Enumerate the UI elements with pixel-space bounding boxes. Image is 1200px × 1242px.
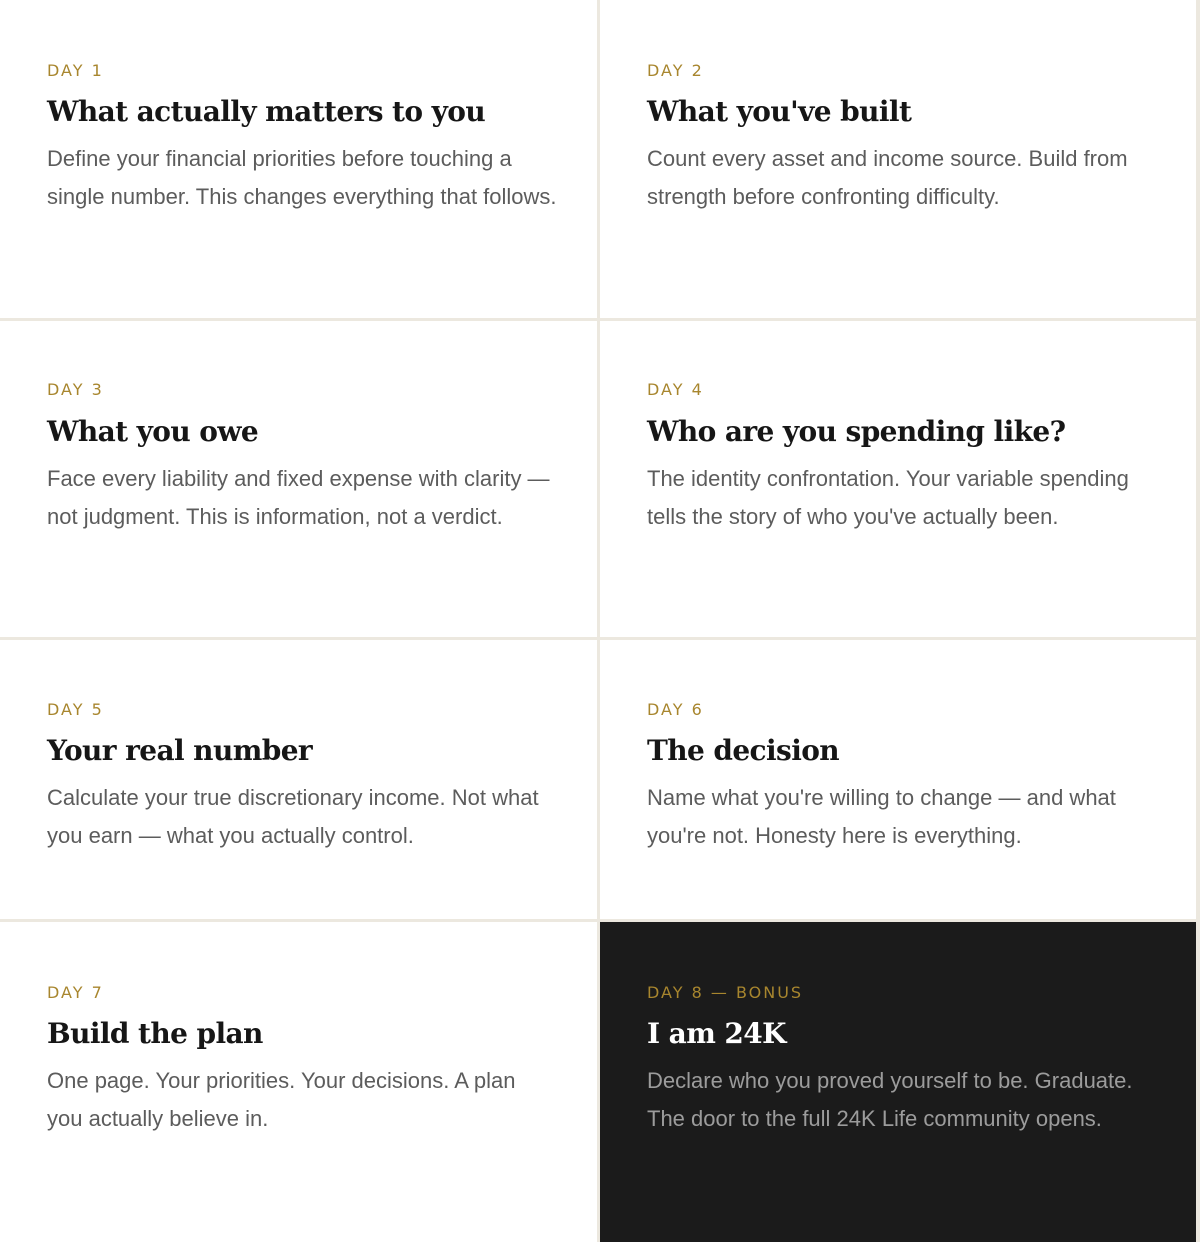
day-label: DAY 6 — [647, 700, 704, 719]
card-description: One page. Your priorities. Your decisions. A plan you actually believe in. — [47, 1068, 516, 1131]
day-2-card — [600, 0, 1196, 318]
day-7-card — [0, 922, 597, 1242]
day-label: DAY 5 — [47, 700, 104, 719]
day-6-card — [600, 640, 1196, 919]
card-title: I am 24K — [647, 1017, 786, 1050]
card-title: What actually matters to you — [47, 95, 486, 128]
card-description: Declare who you proved yourself to be. Graduate. The door to the full 24K Life community opens. — [647, 1068, 1133, 1131]
card-title: Build the plan — [47, 1017, 263, 1050]
card-title: What you've built — [647, 95, 912, 128]
day-label: DAY 8 — BONUS — [647, 983, 804, 1002]
day-label: DAY 4 — [647, 380, 704, 399]
day-label: DAY 3 — [47, 380, 104, 399]
card-title: The decision — [647, 734, 840, 767]
card-description: Count every asset and income source. Build from strength before confronting difficulty. — [647, 146, 1128, 209]
card-title: Who are you spending like? — [647, 415, 1066, 448]
card-description: Define your financial priorities before touching a single number. This changes everything that follows. — [47, 146, 557, 209]
day-8-bonus-card — [600, 922, 1196, 1242]
card-description: Name what you're willing to change — and what you're not. Honesty here is everything. — [647, 785, 1116, 848]
day-1-card — [0, 0, 597, 318]
day-5-card — [0, 640, 597, 919]
card-description: Face every liability and fixed expense with clarity — not judgment. This is information, not a verdict. — [47, 466, 550, 529]
day-3-card — [0, 321, 597, 637]
day-label: DAY 1 — [47, 61, 104, 80]
card-title: Your real number — [47, 734, 313, 767]
card-description: The identity confrontation. Your variable spending tells the story of who you've actually been. — [647, 466, 1129, 529]
card-description: Calculate your true discretionary income. Not what you earn — what you actually control. — [47, 785, 539, 848]
day-label: DAY 7 — [47, 983, 104, 1002]
day-label: DAY 2 — [647, 61, 704, 80]
card-title: What you owe — [47, 415, 259, 448]
day-4-card — [600, 321, 1196, 637]
